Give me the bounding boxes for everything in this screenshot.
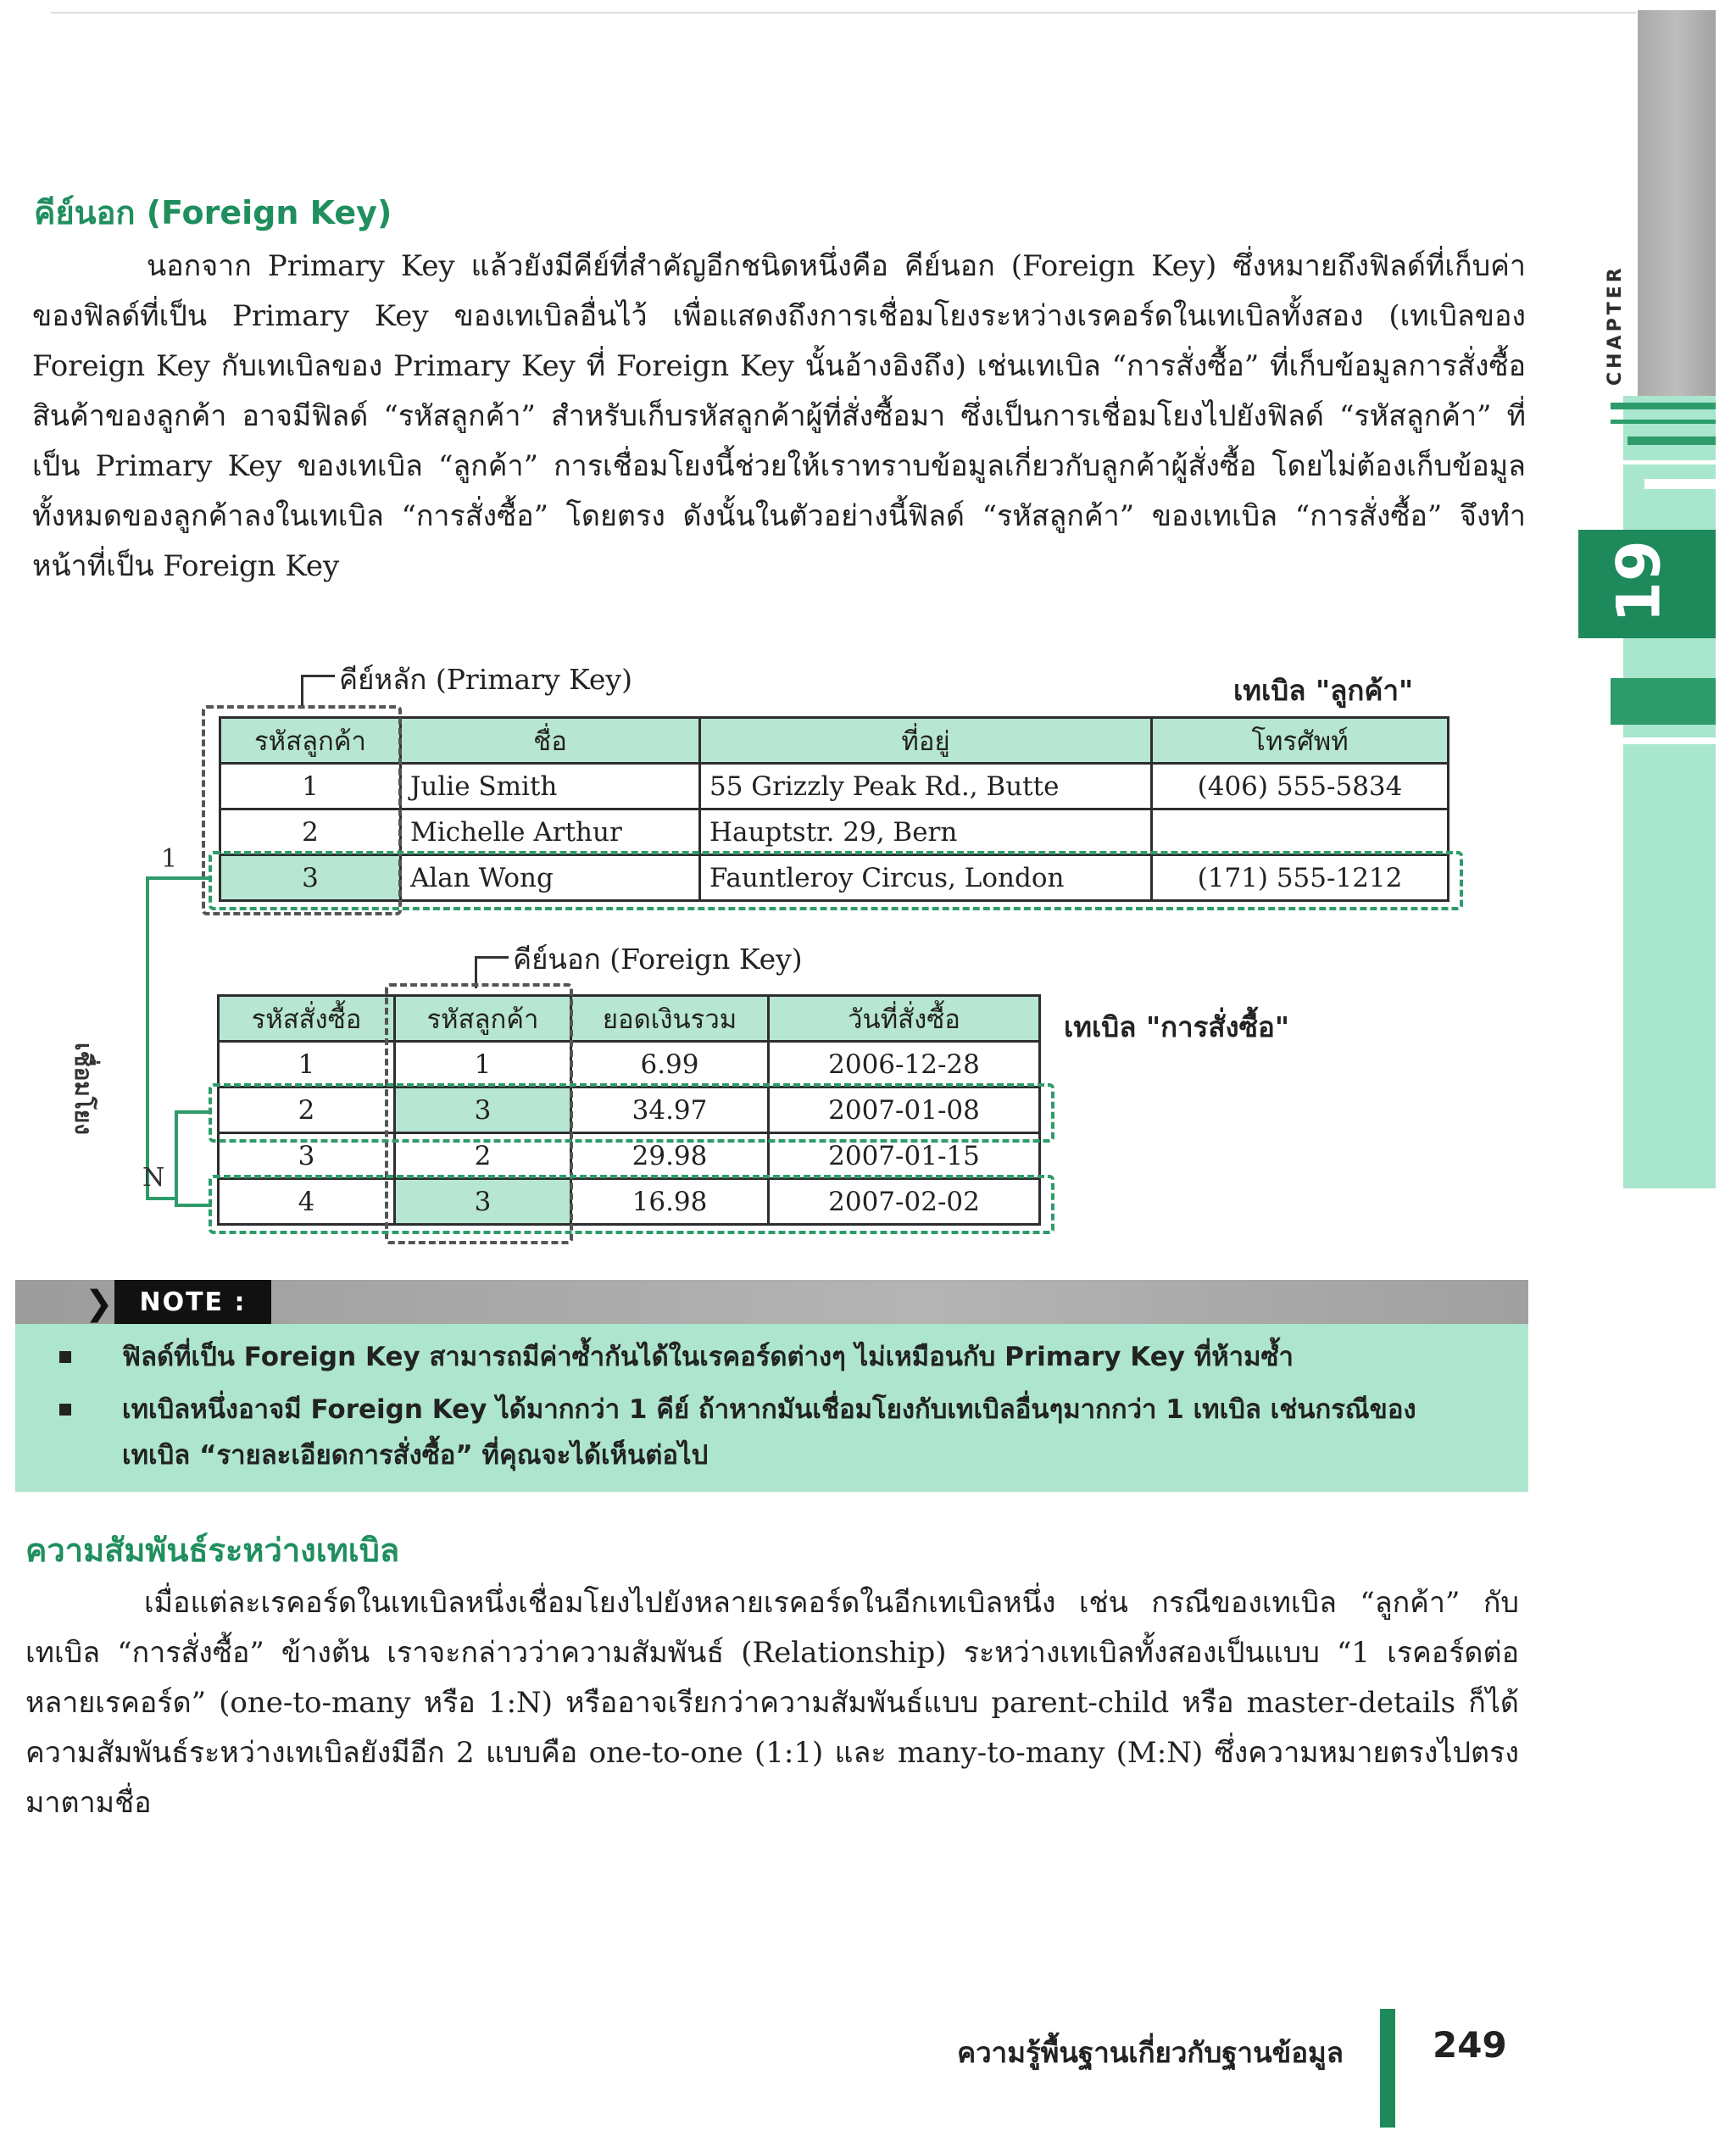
table-cell: 2 (395, 1133, 571, 1179)
table-row (220, 809, 1449, 855)
connector-branch-top (175, 1110, 212, 1114)
table-cell: (406) 555-5834 (1152, 764, 1449, 809)
section-paragraph-relationship: เมื่อแต่ละเรคอร์ดในเทเบิลหนึ่งเชื่อมโยงไปยังหลายเรคอร์ดในอีกเทเบิลหนึ่ง เช่น กรณีของเทเบิล “ลูกค้า” กับเทเบิล “การสั่งซื้อ” ข้างต้น เราจะกล่าวว่าความสัมพันธ์ (Relationship) ระหว่างเทเบิลทั้งสองเป็นแบบ “1 เรคอร์ดต่อหลายเรคอร์ด” (one-to-many หรือ 1:N) หรืออาจเรียกว่าความสัมพันธ์แบบ parent-child หรือ master-details ก็ได้ ความสัมพันธ์ระหว่างเทเบิลยังมีอีก 2 แบบคือ one-to-one (1:1) และ many-to-many (M:N) ซึ่งความหมายตรงไปตรงมาตามชื่อ (25, 1586, 1519, 1820)
bullet-icon (59, 1404, 71, 1416)
chapter-label: CHAPTER (1605, 264, 1626, 386)
table-cell: Alan Wong (401, 855, 700, 901)
table-row (220, 764, 1449, 809)
chapter-strip-gray (1638, 10, 1716, 396)
table-cell: 1 (220, 764, 401, 809)
table-cell: 3 (395, 1179, 571, 1225)
customers-header-row (220, 718, 1449, 764)
table-cell: Fauntleroy Circus, London (700, 855, 1152, 901)
bullet-icon (59, 1351, 71, 1363)
one-label: 1 (161, 844, 178, 874)
pk-bracket-vertical (301, 675, 303, 709)
order-row-4-highlight (209, 1175, 1054, 1234)
link-label: เชื่อมโยง (70, 1043, 97, 1135)
note-item-text: เทเบิลหนึ่งอาจมี Foreign Key ได้มากกว่า 1 คีย์ ถ้าหากมันเชื่อมโยงกับเทเบิลอื่นๆมากกว่า 1 เทเบิล เช่นกรณีของเทเบิล “รายละเอียดการสั่งซื้อ” ที่คุณจะได้เห็นต่อไป (122, 1394, 1416, 1471)
note-item-text: ฟิลด์ที่เป็น Foreign Key สามารถมีค่าซ้ำกันได้ในเรคอร์ดต่างๆ ไม่เหมือนกับ Primary Key ที่ห้ามซ้ำ (122, 1342, 1294, 1372)
list-item (59, 1387, 1483, 1478)
note-tag (114, 1280, 271, 1324)
foreign-key-label: คีย์นอก (Foreign Key) (513, 943, 803, 976)
column-header: ชื่อ (401, 718, 700, 764)
table-cell: Hauptstr. 29, Bern (700, 809, 1152, 855)
note-tag-label: NOTE : (139, 1287, 247, 1317)
many-label: N (142, 1163, 165, 1193)
table-cell: 2007-01-15 (769, 1133, 1040, 1179)
pk-bracket-horizontal (301, 675, 335, 677)
table-cell (1152, 809, 1449, 855)
column-header: รหัสลูกค้า (220, 718, 401, 764)
orders-table-title: เทเบิล "การสั่งซื้อ" (1064, 1010, 1290, 1043)
customer-row-3-highlight (209, 851, 1463, 910)
footer-chapter-title: ความรู้พื้นฐานเกี่ยวกับฐานข้อมูล (957, 2036, 1344, 2069)
connector-branch-vertical (175, 1110, 178, 1205)
page-number: 249 (1433, 2024, 1507, 2066)
table-cell: 1 (395, 1042, 571, 1087)
column-header: โทรศัพท์ (1152, 718, 1449, 764)
column-header: รหัสลูกค้า (395, 996, 571, 1042)
table-cell: Julie Smith (401, 764, 700, 809)
chapter-number: 19 (1604, 540, 1674, 623)
table-row (219, 1042, 1040, 1087)
table-cell: Michelle Arthur (401, 809, 700, 855)
column-header: รหัสสั่งซื้อ (219, 996, 395, 1042)
strip-bar-lower2 (1611, 737, 1716, 744)
connector-branch-bottom (175, 1204, 212, 1207)
column-header: วันที่สั่งซื้อ (769, 996, 1040, 1042)
table-cell: (171) 555-1212 (1152, 855, 1449, 901)
table-cell: 2007-02-02 (769, 1179, 1040, 1225)
column-header: ที่อยู่ (700, 718, 1152, 764)
fk-bracket-horizontal (475, 956, 509, 959)
section-heading-foreign-key: คีย์นอก (Foreign Key) (34, 194, 392, 231)
strip-bar-lower (1611, 678, 1716, 725)
customers-table-title: เทเบิล "ลูกค้า" (1233, 674, 1414, 707)
connector-vertical (146, 876, 149, 1199)
footer-divider (1380, 2009, 1395, 2128)
note-chevron-icon: ❯ (85, 1284, 114, 1323)
table-cell: 16.98 (571, 1179, 769, 1225)
table-cell: 2 (220, 809, 401, 855)
table-cell: 2007-01-08 (769, 1087, 1040, 1133)
table-cell: 6.99 (571, 1042, 769, 1087)
note-list (59, 1334, 1483, 1478)
orders-header-row (219, 996, 1040, 1042)
top-rule (51, 12, 1636, 14)
primary-key-label: คีย์หลัก (Primary Key) (339, 663, 632, 696)
table-cell: 3 (395, 1087, 571, 1133)
connector-bottom-horizontal (146, 1197, 176, 1200)
table-cell: 55 Grizzly Peak Rd., Butte (700, 764, 1152, 809)
column-header: ยอดเงินรวม (571, 996, 769, 1042)
table-cell: 2 (219, 1087, 395, 1133)
table-cell: 2006-12-28 (769, 1042, 1040, 1087)
connector-top-horizontal (146, 876, 212, 880)
table-cell: 34.97 (571, 1087, 769, 1133)
order-row-2-highlight (209, 1083, 1054, 1143)
table-cell: 3 (219, 1133, 395, 1179)
table-cell: 4 (219, 1179, 395, 1225)
table-cell: 3 (220, 855, 401, 901)
section-heading-relationship: ความสัมพันธ์ระหว่างเทเบิล (25, 1532, 400, 1569)
table-cell: 1 (219, 1042, 395, 1087)
strip-bars (1611, 403, 1716, 521)
section-paragraph-foreign-key: นอกจาก Primary Key แล้วยังมีคีย์ที่สำคัญอีกชนิดหนึ่งคือ คีย์นอก (Foreign Key) ซึ่งหมายถึงฟิลด์ที่เก็บค่าของฟิลด์ที่เป็น Primary Key ของเทเบิลอื่นไว้ เพื่อแสดงถึงการเชื่อมโยงระหว่างเรคอร์ดในเทเบิลทั้งสอง (เทเบิลของ Foreign Key กับเทเบิลของ Primary Key ที่ Foreign Key นั้นอ้างอิงถึง) เช่นเทเบิล “การสั่งซื้อ” ที่เก็บข้อมูลการสั่งซื้อสินค้าของลูกค้า อาจมีฟิลด์ “รหัสลูกค้า” สำหรับเก็บรหัสลูกค้าผู้ที่สั่งซื้อมา ซึ่งเป็นการเชื่อมโยงไปยังฟิลด์ “รหัสลูกค้า” ที่เป็น Primary Key ของเทเบิล “ลูกค้า” การเชื่อมโยงนี้ช่วยให้เราทราบข้อมูลเกี่ยวกับลูกค้าผู้สั่งซื้อ โดยไม่ต้องเก็บข้อมูลทั้งหมดของลูกค้าลงในเทเบิล “การสั่งซื้อ” โดยตรง ดังนั้นในตัวอย่างนี้ฟิลด์ “รหัสลูกค้า” ของเทเบิล “การสั่งซื้อ” จึงทำหน้าที่เป็น Foreign Key (32, 249, 1526, 583)
table-cell: 29.98 (571, 1133, 769, 1179)
list-item (59, 1334, 1483, 1380)
